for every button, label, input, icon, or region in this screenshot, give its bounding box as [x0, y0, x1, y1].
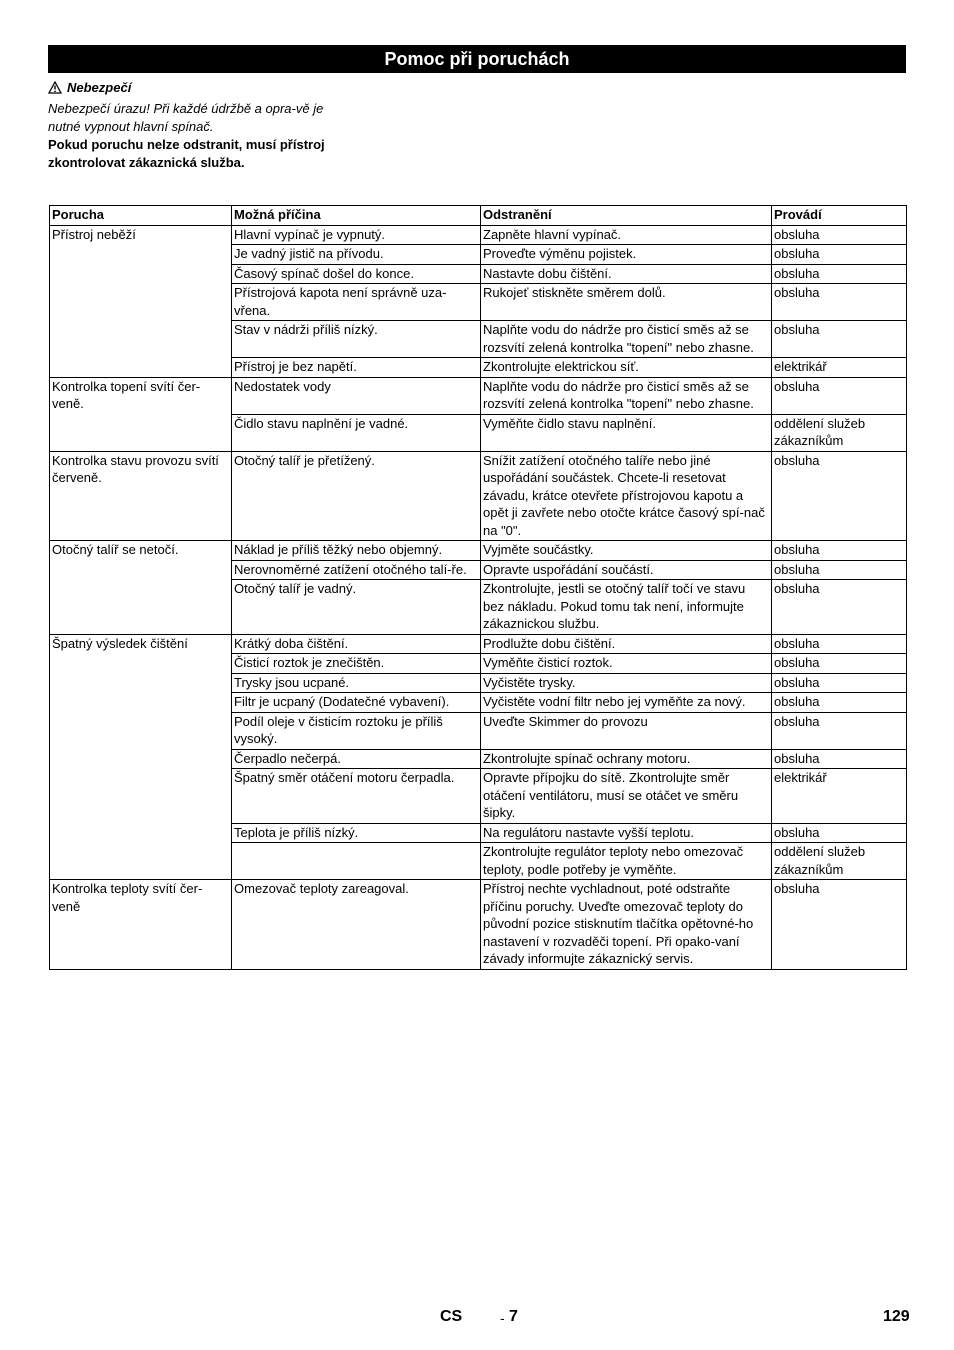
cause-cell: Je vadný jistič na přívodu. — [232, 245, 481, 265]
performed-by-cell: oddělení služeb zákazníkům — [772, 843, 907, 880]
fault-cell: Kontrolka stavu provozu svítí červeně. — [50, 451, 232, 541]
cause-cell: Nedostatek vody — [232, 377, 481, 414]
performed-by-cell: obsluha — [772, 654, 907, 674]
table-row — [50, 634, 907, 654]
footer-language: CS — [440, 1308, 463, 1325]
footer-section-page: 7 — [509, 1308, 518, 1325]
cause-cell: Stav v nádrži příliš nízký. — [232, 321, 481, 358]
cause-cell: Podíl oleje v čisticím roztoku je příliš vysoký. — [232, 712, 481, 749]
performed-by-cell: elektrikář — [772, 769, 907, 824]
cause-cell: Trysky jsou ucpané. — [232, 673, 481, 693]
performed-by-cell: obsluha — [772, 225, 907, 245]
remedy-cell: Zkontrolujte spínač ochrany motoru. — [481, 749, 772, 769]
fault-cell: Přístroj neběží — [50, 225, 232, 377]
performed-by-cell: obsluha — [772, 245, 907, 265]
remedy-cell: Vyčistěte trysky. — [481, 673, 772, 693]
cause-cell: Čidlo stavu naplnění je vadné. — [232, 414, 481, 451]
header-cause: Možná příčina — [232, 206, 481, 226]
cause-cell: Náklad je příliš těžký nebo objemný. — [232, 541, 481, 561]
table-body — [50, 225, 907, 969]
remedy-cell: Uveďte Skimmer do provozu — [481, 712, 772, 749]
warning-triangle-icon — [48, 81, 62, 94]
performed-by-cell: oddělení služeb zákazníkům — [772, 414, 907, 451]
remedy-cell: Vyjměte součástky. — [481, 541, 772, 561]
cause-cell: Otočný talíř je vadný. — [232, 580, 481, 635]
cause-cell: Krátký doba čištění. — [232, 634, 481, 654]
remedy-cell: Zkontrolujte elektrickou síť. — [481, 358, 772, 378]
performed-by-cell: obsluha — [772, 712, 907, 749]
remedy-cell: Opravte přípojku do sítě. Zkontrolujte směr otáčení ventilátoru, musí se otáčet ve směru šipky. — [481, 769, 772, 824]
remedy-cell: Vyměňte čisticí roztok. — [481, 654, 772, 674]
section-title: Pomoc při poruchách — [384, 48, 570, 69]
remedy-cell: Prodlužte dobu čištění. — [481, 634, 772, 654]
danger-heading — [48, 80, 131, 95]
performed-by-cell: obsluha — [772, 749, 907, 769]
performed-by-cell: obsluha — [772, 264, 907, 284]
header-fault: Porucha — [50, 206, 232, 226]
performed-by-cell: obsluha — [772, 541, 907, 561]
remedy-cell: Na regulátoru nastavte vyšší teplotu. — [481, 823, 772, 843]
remedy-cell: Přístroj nechte vychladnout, poté odstraňte příčinu poruchy. Uveďte omezovač teploty do původní pozice stisknutím tlačítka opětovné-ho nastavení v rozvaděči topení. Při opako-vaní závady informujte zákaznický servis. — [481, 880, 772, 970]
fault-cell: Špatný výsledek čištění — [50, 634, 232, 880]
cause-cell: Filtr je ucpaný (Dodatečné vybavení). — [232, 693, 481, 713]
cause-cell: Čerpadlo nečerpá. — [232, 749, 481, 769]
performed-by-cell: obsluha — [772, 451, 907, 541]
cause-cell: Hlavní vypínač je vypnutý. — [232, 225, 481, 245]
fault-cell: Kontrolka teploty svítí čer-veně — [50, 880, 232, 970]
danger-text: Nebezpečí úrazu! Při každé údržbě a opra-vě je nutné vypnout hlavní spínač. — [48, 101, 324, 134]
remedy-cell: Zkontrolujte regulátor teploty nebo omezovač teploty, podle potřeby je vyměňte. — [481, 843, 772, 880]
footer-dash: - — [500, 1310, 505, 1326]
remedy-cell: Nastavte dobu čištění. — [481, 264, 772, 284]
performed-by-cell: obsluha — [772, 693, 907, 713]
performed-by-cell: obsluha — [772, 634, 907, 654]
table-row — [50, 451, 907, 541]
table-header-row — [50, 206, 907, 226]
danger-heading-text: Nebezpečí — [67, 80, 132, 95]
cause-cell: Časový spínač došel do konce. — [232, 264, 481, 284]
table-row — [50, 541, 907, 561]
cause-cell: Otočný talíř je přetížený. — [232, 451, 481, 541]
performed-by-cell: obsluha — [772, 321, 907, 358]
danger-service-note: Pokud poruchu nelze odstranit, musí přístroj zkontrolovat zákaznická služba. — [48, 137, 325, 170]
cause-cell: Přístrojová kapota není správně uza-vřena. — [232, 284, 481, 321]
remedy-cell: Rukojeť stiskněte směrem dolů. — [481, 284, 772, 321]
remedy-cell: Proveďte výměnu pojistek. — [481, 245, 772, 265]
table-row — [50, 880, 907, 970]
cause-cell: Přístroj je bez napětí. — [232, 358, 481, 378]
cause-cell: Teplota je příliš nízký. — [232, 823, 481, 843]
fault-cell: Kontrolka topení svítí čer-veně. — [50, 377, 232, 451]
remedy-cell: Zapněte hlavní vypínač. — [481, 225, 772, 245]
header-performed-by: Provádí — [772, 206, 907, 226]
cause-cell: Nerovnoměrné zatížení otočného talí-ře. — [232, 560, 481, 580]
performed-by-cell: obsluha — [772, 377, 907, 414]
performed-by-cell: elektrikář — [772, 358, 907, 378]
remedy-cell: Naplňte vodu do nádrže pro čisticí směs až se rozsvítí zelená kontrolka "topení" nebo zhasne. — [481, 377, 772, 414]
performed-by-cell: obsluha — [772, 580, 907, 635]
remedy-cell: Zkontrolujte, jestli se otočný talíř točí ve stavu bez nákladu. Pokud tomu tak není, informujte zákaznickou službu. — [481, 580, 772, 635]
section-title-bar — [48, 45, 906, 73]
remedy-cell: Naplňte vodu do nádrže pro čisticí směs až se rozsvítí zelená kontrolka "topení" nebo zhasne. — [481, 321, 772, 358]
remedy-cell: Vyměňte čidlo stavu naplnění. — [481, 414, 772, 451]
fault-cell: Otočný talíř se netočí. — [50, 541, 232, 635]
performed-by-cell: obsluha — [772, 560, 907, 580]
cause-cell — [232, 843, 481, 880]
header-remedy: Odstranění — [481, 206, 772, 226]
troubleshooting-table — [49, 205, 907, 970]
cause-cell: Špatný směr otáčení motoru čerpadla. — [232, 769, 481, 824]
cause-cell: Omezovač teploty zareagoval. — [232, 880, 481, 970]
performed-by-cell: obsluha — [772, 284, 907, 321]
table-row — [50, 225, 907, 245]
remedy-cell: Vyčistěte vodní filtr nebo jej vyměňte za nový. — [481, 693, 772, 713]
remedy-cell: Opravte uspořádání součástí. — [481, 560, 772, 580]
performed-by-cell: obsluha — [772, 673, 907, 693]
page-number: 129 — [883, 1308, 910, 1325]
performed-by-cell: obsluha — [772, 823, 907, 843]
remedy-cell: Snížit zatížení otočného talíře nebo jiné uspořádání součástek. Chcete-li resetovat závadu, krátce otevřete přístrojovou kapotu a opět ji zavřete nebo otočte krátce časový spí-nač na "0". — [481, 451, 772, 541]
table-row — [50, 377, 907, 414]
cause-cell: Čisticí roztok je znečištěn. — [232, 654, 481, 674]
performed-by-cell: obsluha — [772, 880, 907, 970]
